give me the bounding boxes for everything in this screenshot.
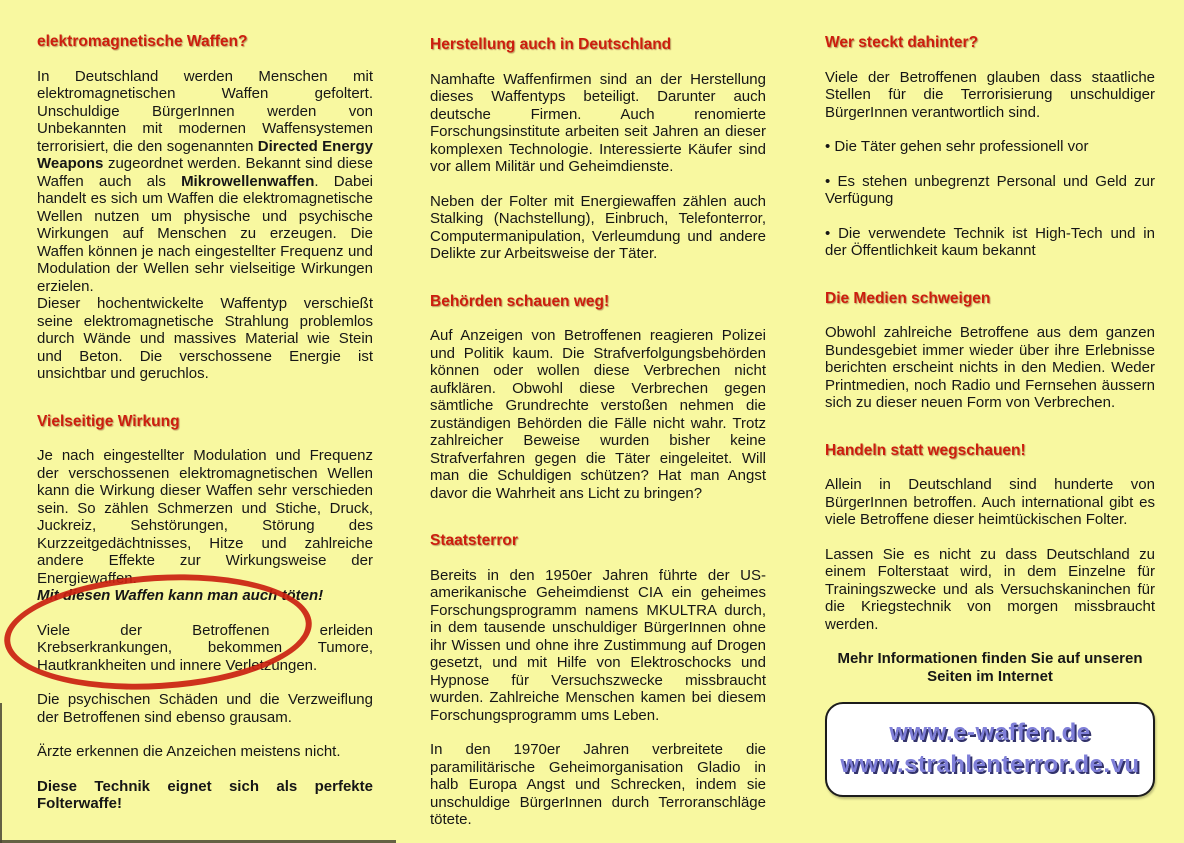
url-strahlenterror[interactable]: www.strahlenterror.de.vu <box>840 751 1140 778</box>
column-who-is-behind <box>825 33 1155 843</box>
paragraph-folterwaffe: Diese Technik eignet sich als perfekte Folterwaffe! <box>37 777 373 812</box>
more-info-line2: Seiten im Internet <box>927 667 1053 685</box>
paragraph-gladio: In den 1970er Jahren verbreitete die paramilitärische Geheimorganisation Gladio in halb Europa Angst und Schrecken, indem sie unschuldige BürgerInnen durch Terroranschläge tötete. <box>430 741 766 828</box>
paragraph-radiation: Dieser hochentwickelte Waffentyp verschießt seine elektromagnetische Strahlung problemlos durch Wände und massives Material wie Stein und Beton. Die verschossene Energie ist unsichtbar und geruchlos. <box>37 295 373 382</box>
paragraph-state-agencies: Viele der Betroffenen glauben dass staatliche Stellen für die Terrorisierung unschuldiger BürgerInnen verantwortlich sind. <box>825 68 1155 121</box>
paragraph-doctors: Ärzte erkennen die Anzeichen meistens nicht. <box>37 743 341 760</box>
column-electromagnetic-weapons <box>37 33 373 843</box>
heading-vielseitige-wirkung: Vielseitige Wirkung <box>37 412 180 430</box>
url-e-waffen[interactable]: www.e-waffen.de <box>889 719 1091 746</box>
paragraph-hundreds-affected: Allein in Deutschland sind hunderte von BürgerInnen betroffen. Auch international gibt es viele Betroffene dieser heimtückischen Folter. <box>825 476 1155 528</box>
heading-herstellung: Herstellung auch in Deutschland <box>430 36 672 53</box>
heading-staatsterror: Staatsterror <box>430 532 518 549</box>
bullet-item: • Die verwendete Technik ist High-Tech und in der Öffentlichkeit kaum bekannt <box>825 224 1155 259</box>
heading-wer-steckt-dahinter: Wer steckt dahinter? <box>825 34 979 51</box>
paragraph-intro <box>37 68 373 296</box>
paragraph-authorities: Auf Anzeigen von Betroffenen reagieren Polizei und Politik kaum. Die Strafverfolgungsbehörden können oder wollen diese Verbrechen nicht aufklären. Obwohl diese Verbrechen gegen sämtliche Grundrechte verstoßen nehmen die zuständigen Behörden die Fälle nicht wahr. Trotz zahlreicher Beweise wurden bisher keine Strafverfahren gegen die Täter eingeleitet. Will man die Schuldigen schützen? Hat man Angst davor die Wahrheit ans Licht zu bringen? <box>430 327 766 502</box>
bullet-item: • Es stehen unbegrenzt Personal und Geld zur Verfügung <box>825 172 1155 207</box>
bullet-item: • Die Täter gehen sehr professionell vor <box>825 138 1089 155</box>
heading-behoerden: Behörden schauen weg! <box>430 292 610 310</box>
paragraph-stalking: Neben der Folter mit Energiewaffen zählen auch Stalking (Nachstellung), Einbruch, Telefonterror, Computermanipulation, Verleumdung und andere Delikte zur Arbeitsweise der Täter. <box>430 192 766 262</box>
paragraph-effects: Je nach eingestellter Modulation und Frequenz der verschossenen elektromagnetischen Wellen kann die Wirkung dieser Waffen sehr verschieden sein. So zählen Schmerzen und Stiche, Druck, Juckreiz, Sehstörungen, Störung des Kurzzeitgedächtnisses, Hitze und zahlreiche andere Effekte zur Wirkungsweise der Energiewaffen. <box>37 447 373 587</box>
intro-text-3: . Dabei handelt es sich um Waffen die elektromagnetische Wellen nutzen um physische und psychische Wirkungen auf Menschen zu erzeugen. Die Waffen können je nach eingestellter Frequenz und Modulation der Wellen sehr vielseitige Wirkungen erzielen. <box>37 172 373 295</box>
paragraph-psychic-damage: Die psychischen Schäden und die Verzweiflung der Betroffenen sind ebenso grausam. <box>37 691 373 726</box>
paragraph-folterstaat: Lassen Sie es nicht zu dass Deutschland zu einem Folterstaat wird, in dem Einzelne für Trainingszwecke und als Versuchskaninchen für die Kriegstechnik von morgen missbraucht werden. <box>825 545 1155 633</box>
website-box <box>825 702 1155 797</box>
intro-text-2: zugeordnet werden. Bekannt sind diese Waffen auch als <box>37 155 373 190</box>
paragraph-weapon-firms: Namhafte Waffenfirmen sind an der Herstellung dieses Waffentyps beteiligt. Darunter auch deutsche Firmen. Auch renomierte Forschungsinstitute arbeiten seit Jahren an dieser komplexen Technologie. Interessierte Käufer sind vor allem Militär und Geheimdienste. <box>430 70 766 175</box>
more-info-note <box>825 650 1155 685</box>
paragraph-mkultra: Bereits in den 1950er Jahren führte der US-amerikanische Geheimdienst CIA ein geheimes Forschungsprogramm namens MKULTRA durch, in dem tausende unschuldiger BürgerInnen ohne ihr Wissen und ohne ihre Zustimmung auf Drogen gesetzt, und mit Hilfe von Elektroschocks und Hypnose für Versuchszwecke missbraucht wurden. Zahlreiche Menschen kamen bei diesem Forschungsprogramm ums Leben. <box>430 566 766 724</box>
heading-medien-schweigen: Die Medien schweigen <box>825 289 991 307</box>
heading-handeln: Handeln statt wegschauen! <box>825 441 1026 459</box>
scan-edge-left <box>0 703 2 843</box>
column-production <box>430 33 766 843</box>
heading-toeten: Mit diesen Waffen kann man auch töten! <box>37 587 324 604</box>
intro-text-1: In Deutschland werden Menschen mit elektromagnetischen Waffen gefoltert. Unschuldige BürgerInnen werden von Unbekannten mit modernen Waffensystemen terrorisiert, die den sogenannten <box>37 67 373 155</box>
more-info-line1: Mehr Informationen finden Sie auf unseren <box>837 650 1143 667</box>
bold-mikrowellenwaffen: Mikrowellenwaffen <box>181 172 315 190</box>
heading-elektromagnetische-waffen: elektromagnetische Waffen? <box>37 33 248 50</box>
bold-directed-energy-weapons: Directed Energy Weapons <box>37 137 374 172</box>
paragraph-media: Obwohl zahlreiche Betroffene aus dem ganzen Bundesgebiet immer wieder über ihre Erlebnisse berichten erscheint nichts in den Medien. Weder Printmedien, noch Radio und Fernsehen äussern sich zu dieser neuen Form von Verbrechen. <box>825 324 1155 411</box>
paragraph-illnesses: Viele der Betroffenen erleiden Krebserkrankungen, bekommen Tumore, Hautkrankheiten und innere Verletzungen. <box>37 621 373 674</box>
